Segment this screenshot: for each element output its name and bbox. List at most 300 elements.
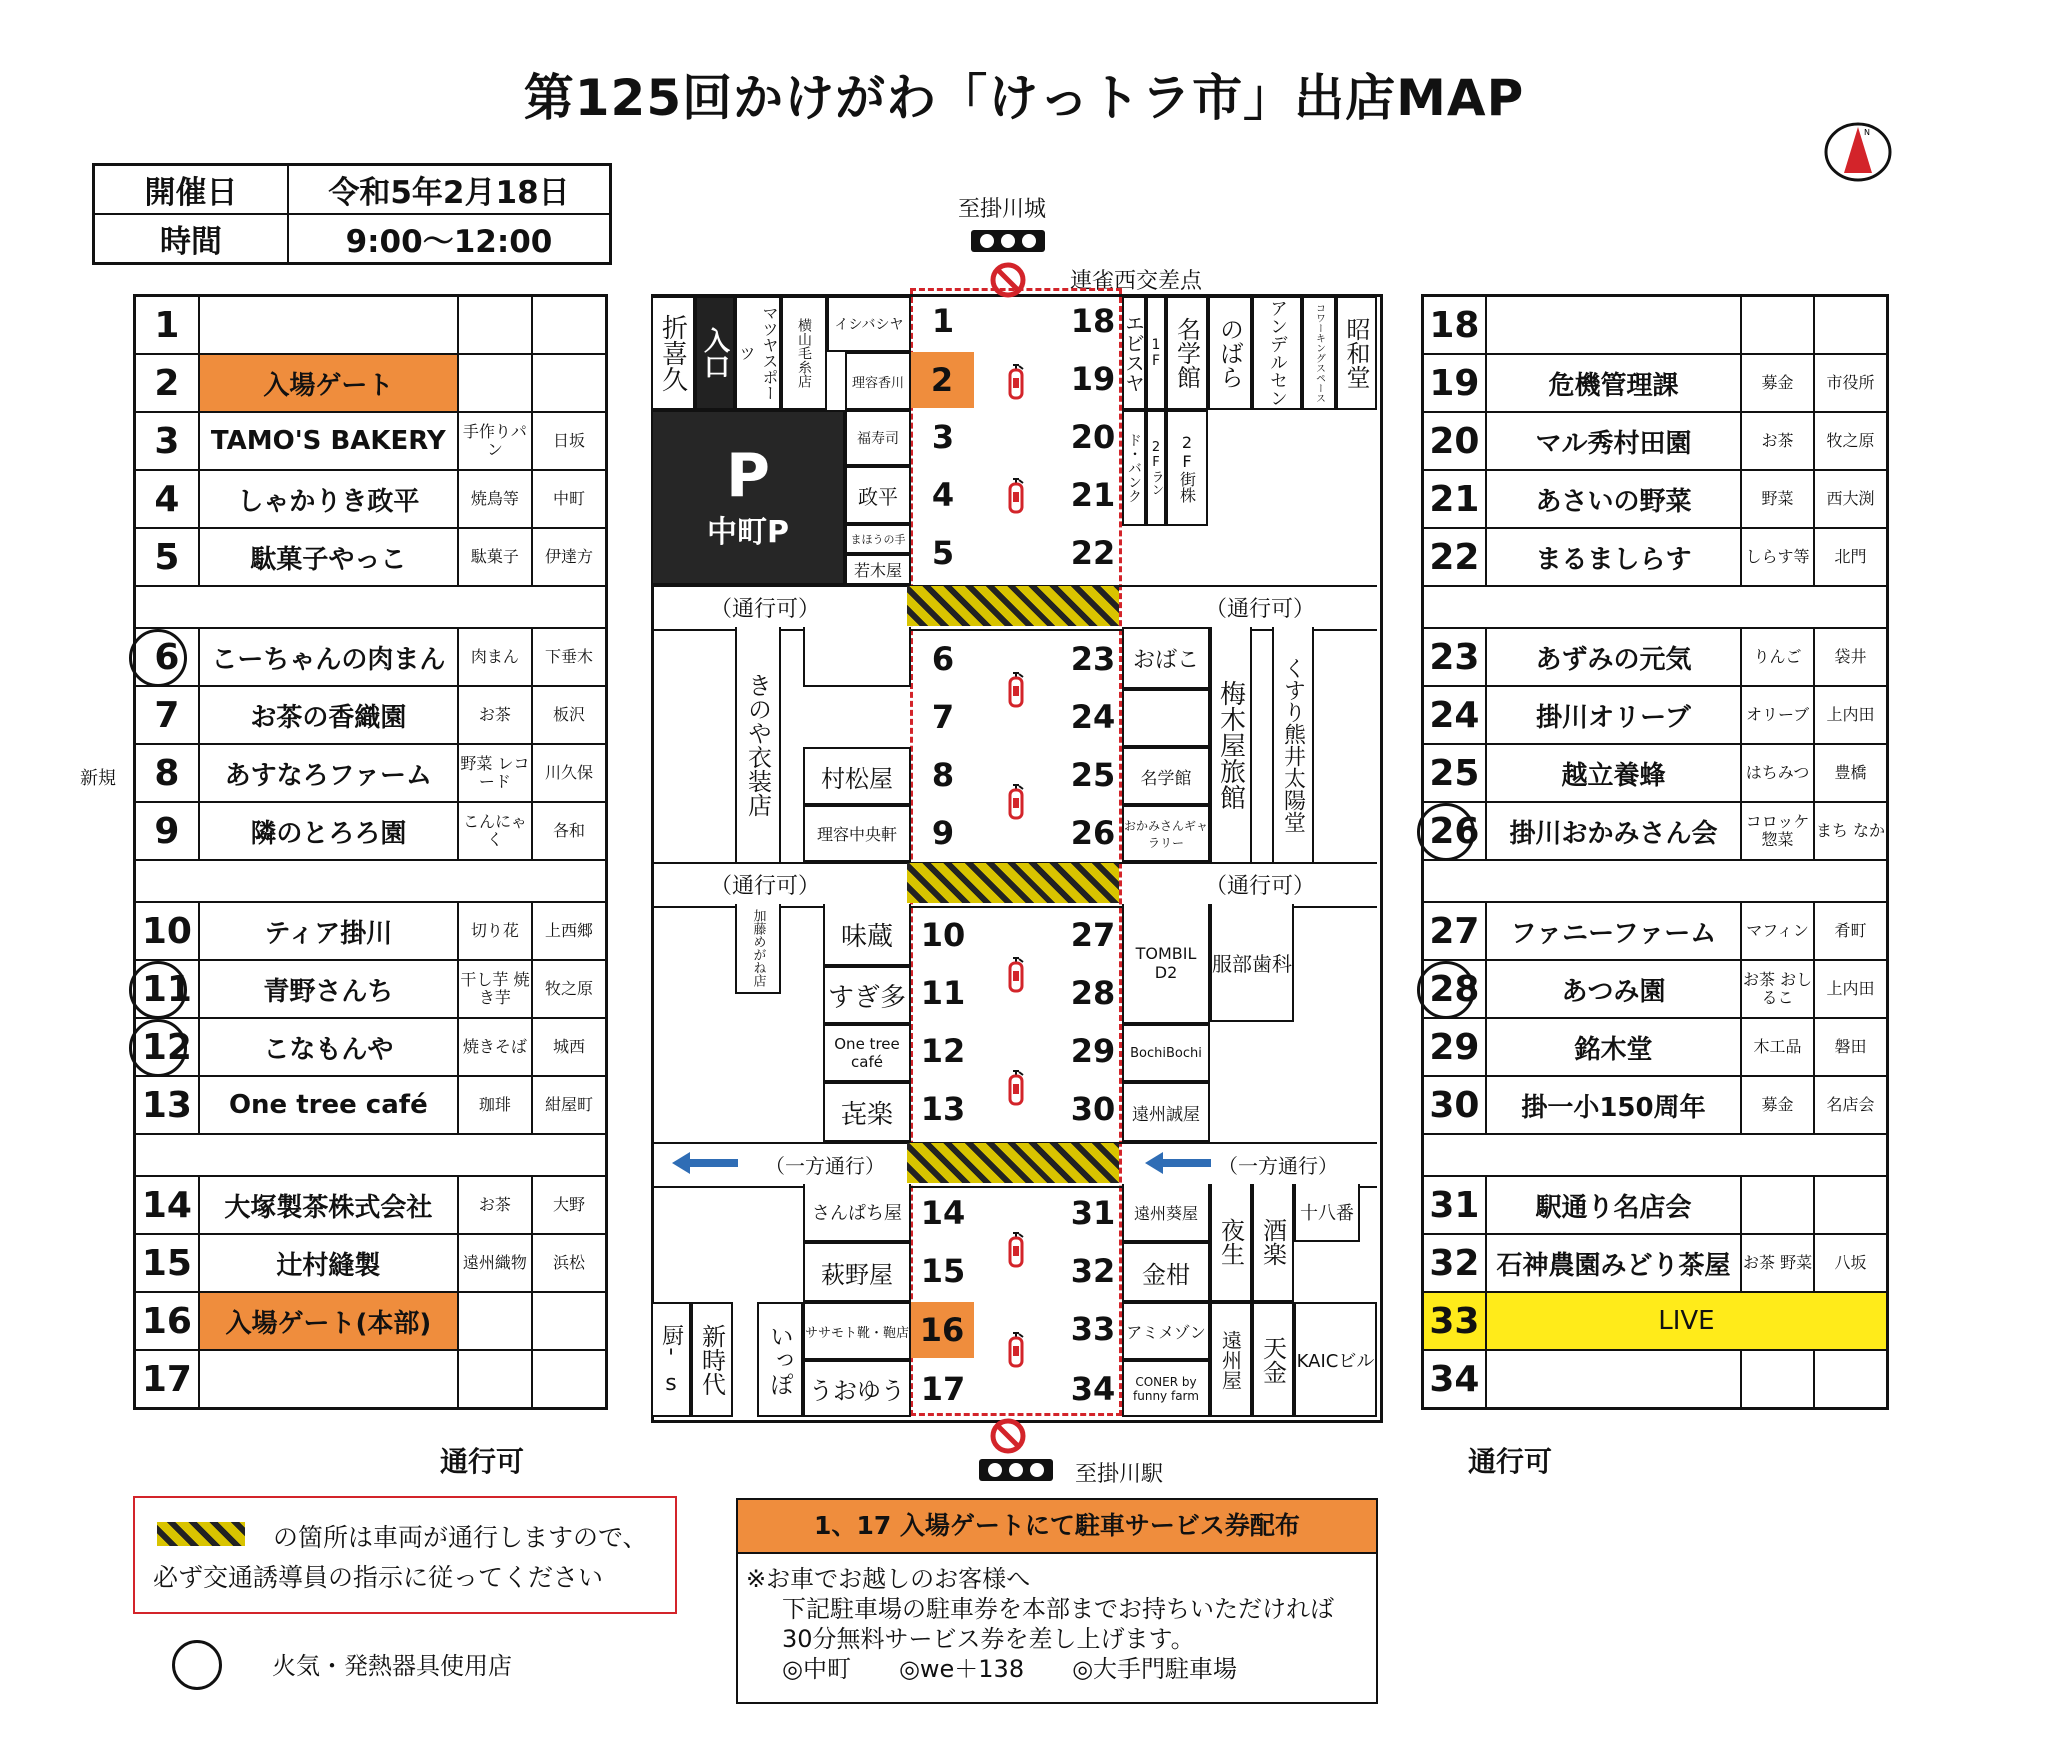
vehicle-crossing-2 bbox=[907, 863, 1119, 903]
vendor-location: 西大渕 bbox=[1814, 470, 1887, 528]
vendor-row bbox=[135, 628, 607, 686]
vendor-row bbox=[1423, 412, 1888, 470]
vendor-name: あずみの元気 bbox=[1486, 628, 1741, 686]
vendor-number: 8 bbox=[135, 744, 199, 802]
vendor-row bbox=[135, 1176, 607, 1234]
vendor-row bbox=[135, 1234, 607, 1292]
shop-sugita: すぎ多 bbox=[823, 966, 911, 1024]
fire-extinguisher-icon bbox=[1007, 782, 1025, 820]
vendor-location: 中町 bbox=[532, 470, 607, 528]
vendor-category: 焼鳥等 bbox=[458, 470, 532, 528]
vendor-location: 板沢 bbox=[532, 686, 607, 744]
vendor-category: 野菜 bbox=[1741, 470, 1814, 528]
vendor-name: ティア掛川 bbox=[199, 902, 458, 960]
north-arrow-icon bbox=[1823, 121, 1893, 183]
shop-hattori: 服部歯科 bbox=[1210, 904, 1294, 1022]
parking-note-box bbox=[736, 1554, 1378, 1704]
shop-okamisan-gallery: おかみさんギャラリー bbox=[1122, 805, 1210, 862]
vendor-category: お茶 bbox=[458, 686, 532, 744]
fire-legend-text: 火気・発熱器具使用店 bbox=[272, 1652, 512, 1680]
vendor-number: 28 bbox=[1423, 960, 1486, 1018]
vendor-number: 29 bbox=[1423, 1018, 1486, 1076]
vehicle-crossing-1 bbox=[907, 586, 1119, 626]
road-oneway-R: （一方通行） bbox=[1218, 1154, 1338, 1178]
vendor-name: 駄菓子やっこ bbox=[199, 528, 458, 586]
vendor-location bbox=[532, 1292, 607, 1350]
shop-tenkin: 天金 bbox=[1252, 1302, 1294, 1417]
vendor-name: TAMO'S BAKERY bbox=[199, 412, 458, 470]
fire-use-ring-icon bbox=[129, 1019, 187, 1077]
page-title: 第125回かけがわ「けっトラ市」出店MAP bbox=[523, 69, 1525, 127]
vendor-number: 4 bbox=[135, 470, 199, 528]
vendor-category: マフィン bbox=[1741, 902, 1814, 960]
vendor-row bbox=[135, 1292, 607, 1350]
stall-number-left: 15 bbox=[920, 1252, 966, 1290]
parking-note-line-2: 下記駐車場の駐車券を本部までお持ちいただければ bbox=[782, 1595, 1334, 1623]
road-oneway-L: （一方通行） bbox=[765, 1154, 885, 1178]
vendor-name: あすなろファーム bbox=[199, 744, 458, 802]
vendor-number: 22 bbox=[1423, 528, 1486, 586]
vendor-row bbox=[135, 354, 607, 412]
gap-cell bbox=[135, 860, 607, 902]
stall-number-right: 34 bbox=[1070, 1370, 1116, 1408]
stall-number-left: 10 bbox=[920, 916, 966, 954]
vendor-location: 市役所 bbox=[1814, 354, 1887, 412]
oneway-arrow-left-icon bbox=[670, 1150, 740, 1176]
fire-extinguisher-icon bbox=[1007, 1330, 1025, 1368]
stall-number-left: 9 bbox=[931, 814, 955, 852]
shop-andelsen: アンデルセン bbox=[1252, 296, 1302, 410]
vendor-name: 掛川オリーブ bbox=[1486, 686, 1741, 744]
vendor-name: 隣のとろろ園 bbox=[199, 802, 458, 860]
vendor-category: オリーブ bbox=[1741, 686, 1814, 744]
gap-cell bbox=[135, 1134, 607, 1176]
gap-cell bbox=[135, 586, 607, 628]
fire-use-ring-icon bbox=[129, 629, 187, 687]
shop-riyou-kagawa: 理容香川 bbox=[845, 352, 911, 410]
shop-amimezon: アミメゾン bbox=[1122, 1302, 1210, 1360]
vendor-category: 焼きそば bbox=[458, 1018, 532, 1076]
vendor-location: 日坂 bbox=[532, 412, 607, 470]
shop-block2-corner bbox=[803, 627, 911, 687]
date-label: 開催日 bbox=[94, 165, 289, 215]
vendor-name: しゃかりき政平 bbox=[199, 470, 458, 528]
oneway-arrow-right-icon bbox=[1143, 1150, 1213, 1176]
shop-ebisuya-1f: 1F bbox=[1146, 296, 1166, 410]
stall-number-right: 18 bbox=[1070, 302, 1116, 340]
vendor-number: 12 bbox=[135, 1018, 199, 1076]
shop-obako: おばこ bbox=[1122, 627, 1210, 689]
vendor-category: 遠州織物 bbox=[458, 1234, 532, 1292]
fire-extinguisher-icon bbox=[1007, 955, 1025, 993]
vendor-location: 北門 bbox=[1814, 528, 1887, 586]
vendor-location: 上西郷 bbox=[532, 902, 607, 960]
vendor-row bbox=[1423, 628, 1888, 686]
vendor-number: 24 bbox=[1423, 686, 1486, 744]
stall-number-right: 23 bbox=[1070, 640, 1116, 678]
shop-fukujuji: 福寿司 bbox=[845, 410, 911, 466]
vendor-name bbox=[1486, 1350, 1741, 1409]
vendor-row bbox=[135, 902, 607, 960]
traffic-light-south-icon bbox=[978, 1458, 1054, 1482]
vendor-name: 辻村縫製 bbox=[199, 1234, 458, 1292]
vendor-category: こんにゃく bbox=[458, 802, 532, 860]
stall-number-right: 27 bbox=[1070, 916, 1116, 954]
vendor-category: 募金 bbox=[1741, 354, 1814, 412]
stall-number-left: 6 bbox=[931, 640, 955, 678]
vendor-category: 肉まん bbox=[458, 628, 532, 686]
fire-use-ring-icon bbox=[1417, 803, 1475, 861]
vendor-category bbox=[458, 1292, 532, 1350]
vendor-category bbox=[1741, 296, 1814, 355]
event-date: 令和5年2月18日 bbox=[288, 165, 611, 215]
vendor-number: 18 bbox=[1423, 296, 1486, 355]
vendor-row bbox=[135, 528, 607, 586]
shop-umekiya: 梅木屋旅館 bbox=[1210, 627, 1252, 862]
stall-number-right: 26 bbox=[1070, 814, 1116, 852]
direction-north: 至掛川城 bbox=[958, 197, 1047, 222]
fire-extinguisher-icon bbox=[1007, 476, 1025, 514]
vendor-row bbox=[1423, 528, 1888, 586]
vendor-number: 2 bbox=[135, 354, 199, 412]
vendor-number: 25 bbox=[1423, 744, 1486, 802]
vendor-number: 21 bbox=[1423, 470, 1486, 528]
vendor-name: 越立養蜂 bbox=[1486, 744, 1741, 802]
vendor-number: 13 bbox=[135, 1076, 199, 1134]
vendor-row bbox=[135, 960, 607, 1018]
vendor-number: 31 bbox=[1423, 1176, 1486, 1234]
stall-number-right: 24 bbox=[1070, 698, 1116, 736]
stall-number-left: 13 bbox=[920, 1090, 966, 1128]
shop-sanpachiya: さんぱち屋 bbox=[803, 1184, 911, 1242]
vendor-row bbox=[1423, 744, 1888, 802]
bottom-passable-left: 通行可 bbox=[440, 1445, 525, 1478]
shop-ajikura: 味蔵 bbox=[823, 904, 911, 966]
list-gap-row bbox=[1423, 860, 1888, 902]
vendor-name: 銘木堂 bbox=[1486, 1018, 1741, 1076]
shop-wakagiya: 若木屋 bbox=[845, 554, 911, 585]
stall-number-right: 22 bbox=[1070, 534, 1116, 572]
traffic-light-north-icon bbox=[970, 229, 1046, 253]
vendor-name: 石神農園みどり茶屋 bbox=[1486, 1234, 1741, 1292]
vendor-location: 磐田 bbox=[1814, 1018, 1887, 1076]
vendor-category: 木工品 bbox=[1741, 1018, 1814, 1076]
vendor-category bbox=[1741, 1176, 1814, 1234]
vendor-category: 干し芋 焼き芋 bbox=[458, 960, 532, 1018]
vendor-row bbox=[1423, 470, 1888, 528]
vendor-row bbox=[135, 744, 607, 802]
parking-note-line-4: ◎中町 ◎we＋138 ◎大手門駐車場 bbox=[782, 1655, 1238, 1683]
vendor-location: 八坂 bbox=[1814, 1234, 1887, 1292]
vendor-name: こなもんや bbox=[199, 1018, 458, 1076]
shop-showado: 昭和堂 bbox=[1336, 296, 1377, 410]
shop-enshu-seiya: 遠州誠屋 bbox=[1122, 1082, 1210, 1142]
road-passable-1R: （通行可） bbox=[1205, 597, 1316, 622]
parking-nakamachi bbox=[651, 410, 845, 585]
vehicle-notice-box bbox=[133, 1496, 677, 1614]
vendor-category bbox=[458, 354, 532, 412]
stall-number-left: 16 bbox=[910, 1302, 974, 1358]
shop-bochibochi: BochiBochi bbox=[1122, 1024, 1210, 1082]
vendor-location: まち なか bbox=[1814, 802, 1887, 860]
stall-number-left: 7 bbox=[931, 698, 955, 736]
shop-kaicbiru: KAICビル bbox=[1294, 1302, 1377, 1417]
vendor-location: 下垂木 bbox=[532, 628, 607, 686]
shop-uoyu: うおゆう bbox=[803, 1360, 911, 1417]
stall-number-right: 31 bbox=[1070, 1194, 1116, 1232]
vendor-number: 10 bbox=[135, 902, 199, 960]
vendor-location: 浜松 bbox=[532, 1234, 607, 1292]
vendor-location: 牧之原 bbox=[532, 960, 607, 1018]
shop-mahounote: まほうの手 bbox=[845, 524, 911, 554]
vendor-location: 袋井 bbox=[1814, 628, 1887, 686]
vendor-category: 募金 bbox=[1741, 1076, 1814, 1134]
shop-nobara: のばら bbox=[1208, 296, 1252, 410]
shop-oriki: 折喜久 bbox=[651, 296, 695, 410]
stall-number-right: 33 bbox=[1070, 1310, 1116, 1348]
shop-enshuya: 遠州屋 bbox=[1210, 1302, 1252, 1417]
vendor-name: あつみ園 bbox=[1486, 960, 1741, 1018]
vendor-category: 駄菓子 bbox=[458, 528, 532, 586]
vendor-location bbox=[1814, 1176, 1887, 1234]
vendor-category: お茶 bbox=[1741, 412, 1814, 470]
vendor-name: 掛一小150周年 bbox=[1486, 1076, 1741, 1134]
road-passable-2R: （通行可） bbox=[1205, 874, 1316, 899]
shop-conner: CONER by funny farm bbox=[1122, 1360, 1210, 1417]
shop-block2-blank bbox=[1122, 689, 1210, 747]
shop-katoumegane: 加藤めがね店 bbox=[735, 904, 781, 994]
stall-number-left: 11 bbox=[920, 974, 966, 1012]
vendor-location: 各和 bbox=[532, 802, 607, 860]
vendor-location: 大野 bbox=[532, 1176, 607, 1234]
vendor-number: 6 bbox=[135, 628, 199, 686]
stall-number-right: 19 bbox=[1070, 360, 1116, 398]
vendor-name: 入場ゲート(本部) bbox=[199, 1292, 458, 1350]
shop-enshu-aoiya: 遠州葵屋 bbox=[1122, 1184, 1210, 1242]
shop-machikabu: 2F街株 bbox=[1166, 410, 1208, 526]
vendor-name: 入場ゲート bbox=[199, 354, 458, 412]
vendor-number: 19 bbox=[1423, 354, 1486, 412]
shop-sakaraku: 酒楽 bbox=[1252, 1184, 1294, 1302]
vendor-row bbox=[135, 412, 607, 470]
shop-haginoya: 萩野屋 bbox=[803, 1242, 911, 1302]
vendor-location: 肴町 bbox=[1814, 902, 1887, 960]
fire-extinguisher-icon bbox=[1007, 670, 1025, 708]
vendor-row bbox=[1423, 354, 1888, 412]
vendor-row bbox=[1423, 1292, 1888, 1350]
vendor-location: 牧之原 bbox=[1814, 412, 1887, 470]
shop-ishibashiya: イシバシヤ bbox=[827, 296, 911, 352]
stall-number-right: 30 bbox=[1070, 1090, 1116, 1128]
vendor-location: 伊達方 bbox=[532, 528, 607, 586]
vendor-row bbox=[135, 802, 607, 860]
vendor-name: マル秀村田園 bbox=[1486, 412, 1741, 470]
shop-matsuya: マツヤスポーツ bbox=[735, 296, 781, 410]
vendor-row bbox=[1423, 902, 1888, 960]
vendor-category: コロッケ 惣菜 bbox=[1741, 802, 1814, 860]
stall-number-right: 21 bbox=[1070, 476, 1116, 514]
shop-kiraku: 㐂楽 bbox=[823, 1082, 911, 1142]
parking-name: 中町P bbox=[707, 514, 789, 550]
fire-use-ring-icon bbox=[1417, 961, 1475, 1019]
vendor-row bbox=[1423, 1350, 1888, 1409]
vendor-number: 27 bbox=[1423, 902, 1486, 960]
vendor-category: お茶 野菜 bbox=[1741, 1234, 1814, 1292]
vendor-name bbox=[199, 296, 458, 355]
shop-kinoya: きのや衣装店 bbox=[735, 627, 781, 862]
vendor-row bbox=[1423, 296, 1888, 355]
shop-ebisuya: エビスヤ bbox=[1122, 296, 1146, 410]
vendor-number: 32 bbox=[1423, 1234, 1486, 1292]
compass-letter: N bbox=[1864, 128, 1870, 137]
vendor-number: 17 bbox=[135, 1350, 199, 1409]
vendor-location: 紺屋町 bbox=[532, 1076, 607, 1134]
list-gap-row bbox=[135, 860, 607, 902]
vendor-number: 16 bbox=[135, 1292, 199, 1350]
list-gap-row bbox=[1423, 1134, 1888, 1176]
fire-use-ring-icon bbox=[129, 961, 187, 1019]
vendor-row bbox=[135, 686, 607, 744]
vendor-number: 20 bbox=[1423, 412, 1486, 470]
stall-number-right: 29 bbox=[1070, 1032, 1116, 1070]
vendor-name: 掛川おかみさん会 bbox=[1486, 802, 1741, 860]
fire-extinguisher-icon bbox=[1007, 1230, 1025, 1268]
shop-kinkan: 金柑 bbox=[1122, 1242, 1210, 1302]
vendor-number: 23 bbox=[1423, 628, 1486, 686]
vendor-list-right bbox=[1421, 294, 1889, 1410]
vendor-row bbox=[135, 1076, 607, 1134]
stall-number-left: 3 bbox=[931, 418, 955, 456]
vendor-location bbox=[532, 1350, 607, 1409]
parking-p-icon: P bbox=[726, 440, 770, 511]
vendor-row bbox=[135, 1018, 607, 1076]
vendor-row bbox=[1423, 1018, 1888, 1076]
vendor-row bbox=[1423, 960, 1888, 1018]
vendor-category bbox=[1741, 1350, 1814, 1409]
vendor-category: お茶 おしるこ bbox=[1741, 960, 1814, 1018]
vendor-number: 26 bbox=[1423, 802, 1486, 860]
shop-tombil: TOMBIL D2 bbox=[1122, 904, 1210, 1024]
shop-muramatsuya: 村松屋 bbox=[803, 747, 911, 805]
parking-note-line-3: 30分無料サービス券を差し上げます。 bbox=[782, 1625, 1195, 1653]
vendor-number: 9 bbox=[135, 802, 199, 860]
event-info-table bbox=[92, 163, 612, 265]
stall-number-right: 28 bbox=[1070, 974, 1116, 1012]
stall-number-right: 25 bbox=[1070, 756, 1116, 794]
vendor-category: お茶 bbox=[458, 1176, 532, 1234]
stall-number-left: 8 bbox=[931, 756, 955, 794]
new-vendor-label: 新規 bbox=[80, 768, 116, 789]
vehicle-notice-text: の箇所は車両が通行しますので、 必ず交通誘導員の指示に従ってください bbox=[153, 1523, 648, 1592]
shop-meigakukan2: 名学館 bbox=[1122, 747, 1210, 805]
shop-kusuri: くすり熊井太陽堂 bbox=[1272, 627, 1314, 862]
list-gap-row bbox=[135, 586, 607, 628]
stall-number-left: 1 bbox=[931, 302, 955, 340]
vendor-location bbox=[1814, 296, 1887, 355]
gap-cell bbox=[1423, 860, 1888, 902]
vendor-name: 青野さんち bbox=[199, 960, 458, 1018]
vendor-number: 11 bbox=[135, 960, 199, 1018]
vendor-number: 5 bbox=[135, 528, 199, 586]
list-gap-row bbox=[1423, 586, 1888, 628]
vendor-number: 30 bbox=[1423, 1076, 1486, 1134]
road-passable-1L: （通行可） bbox=[710, 597, 821, 622]
vendor-name: 大塚製茶株式会社 bbox=[199, 1176, 458, 1234]
fire-extinguisher-icon bbox=[1007, 1068, 1025, 1106]
vendor-category: 珈琲 bbox=[458, 1076, 532, 1134]
vendor-number: 14 bbox=[135, 1176, 199, 1234]
vendor-location: 名店会 bbox=[1814, 1076, 1887, 1134]
vendor-name: One tree café bbox=[199, 1076, 458, 1134]
shop-yokoyama: 横山毛糸店 bbox=[781, 296, 827, 410]
stall-number-left: 17 bbox=[920, 1370, 966, 1408]
vendor-name: あさいの野菜 bbox=[1486, 470, 1741, 528]
vendor-row bbox=[135, 296, 607, 355]
vendor-name: 危機管理課 bbox=[1486, 354, 1741, 412]
vendor-row bbox=[135, 1350, 607, 1409]
vendor-location bbox=[532, 296, 607, 355]
vendor-category bbox=[458, 296, 532, 355]
vendor-number: 15 bbox=[135, 1234, 199, 1292]
vendor-location bbox=[532, 354, 607, 412]
vendor-name: ファニーファーム bbox=[1486, 902, 1741, 960]
shop-kuriya: 厨's bbox=[651, 1302, 691, 1417]
time-label: 時間 bbox=[94, 214, 289, 264]
vendor-row bbox=[135, 470, 607, 528]
stall-number-left: 14 bbox=[920, 1194, 966, 1232]
stall-number-right: 20 bbox=[1070, 418, 1116, 456]
vendor-category: 手作りパン bbox=[458, 412, 532, 470]
stall-number-left: 5 bbox=[931, 534, 955, 572]
vendor-location: 川久保 bbox=[532, 744, 607, 802]
entrance-label: 入口 bbox=[695, 296, 735, 410]
vendor-category: りんご bbox=[1741, 628, 1814, 686]
vendor-location: 上内田 bbox=[1814, 686, 1887, 744]
vendor-number: 34 bbox=[1423, 1350, 1486, 1409]
vendor-number: 7 bbox=[135, 686, 199, 744]
vendor-category: 野菜 レコード bbox=[458, 744, 532, 802]
gap-cell bbox=[1423, 1134, 1888, 1176]
parking-banner: 1、17 入場ゲートにて駐車サービス券配布 bbox=[736, 1498, 1378, 1554]
shop-masahira: 政平 bbox=[845, 466, 911, 524]
vendor-row bbox=[1423, 1176, 1888, 1234]
road-passable-2L: （通行可） bbox=[710, 874, 821, 899]
fire-extinguisher-icon bbox=[1007, 362, 1025, 400]
shop-shinjidai: 新時代 bbox=[691, 1302, 733, 1417]
parking-note-line-1: ※お車でお越しのお客様へ bbox=[746, 1565, 1031, 1593]
event-time: 9:00～12:00 bbox=[288, 214, 611, 264]
shop-meigakukan: 名学館 bbox=[1166, 296, 1208, 410]
vendor-location bbox=[1814, 1350, 1887, 1409]
stall-number-left: 4 bbox=[931, 476, 955, 514]
vendor-name: まるましらす bbox=[1486, 528, 1741, 586]
vendor-list-left bbox=[133, 294, 608, 1410]
vendor-name: 駅通り名店会 bbox=[1486, 1176, 1741, 1234]
vendor-name: こーちゃんの肉まん bbox=[199, 628, 458, 686]
shop-doban-2f: 2Fラン bbox=[1146, 410, 1166, 526]
vendor-number: 1 bbox=[135, 296, 199, 355]
shop-sasamoto: ササモト靴・鞄店 bbox=[803, 1302, 911, 1360]
no-entry-south-icon bbox=[990, 1418, 1026, 1454]
direction-south: 至掛川駅 bbox=[1075, 1462, 1164, 1487]
vendor-name: お茶の香織園 bbox=[199, 686, 458, 744]
fire-legend-icon bbox=[172, 1640, 222, 1690]
vehicle-crossing-3 bbox=[907, 1143, 1119, 1183]
vendor-category: はちみつ bbox=[1741, 744, 1814, 802]
shop-yoi: 夜生 bbox=[1210, 1184, 1252, 1302]
vendor-row bbox=[1423, 686, 1888, 744]
stall-number-left: 2 bbox=[910, 352, 974, 408]
